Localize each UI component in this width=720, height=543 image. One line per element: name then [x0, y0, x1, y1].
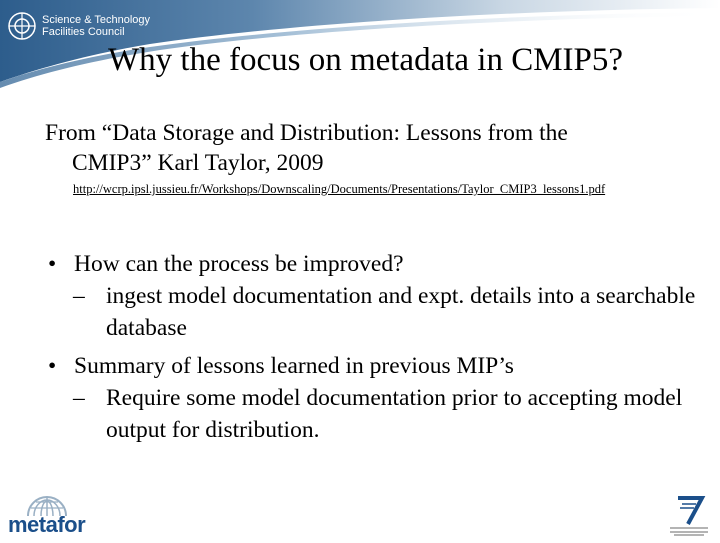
bullet-dot-icon: •	[48, 353, 57, 379]
fp7-logo	[664, 492, 714, 538]
sub-bullet-item	[45, 382, 706, 446]
sub-bullet-item	[45, 280, 706, 344]
source-line-2: CMIP3” Karl Taylor, 2009	[72, 150, 324, 176]
bullet-text: How can the process be improved?	[74, 251, 404, 277]
stfc-emblem-icon	[8, 12, 36, 40]
bullet-item	[45, 350, 705, 382]
org-line-1: Science & Technology	[42, 14, 151, 26]
bullet-dot-icon: •	[48, 251, 57, 277]
source-line-1: From “Data Storage and Distribution: Lessons from the	[45, 120, 568, 146]
dash-icon: –	[73, 283, 85, 309]
stfc-wordmark	[42, 14, 150, 38]
metafor-logo	[8, 492, 98, 538]
org-line-2: Facilities Council	[42, 26, 125, 38]
source-url-link[interactable]: http://wcrp.ipsl.jussieu.fr/Workshops/Downscaling/Documents/Presentations/Taylor_CMIP3_lessons1.pdf	[73, 182, 606, 196]
stfc-logo	[8, 12, 150, 40]
sub-bullet-text: ingest model documentation and expt. details into a searchable database	[106, 283, 696, 341]
source-citation	[45, 118, 705, 178]
bullet-list	[45, 248, 705, 446]
bullet-item	[45, 248, 705, 280]
fp7-icon	[664, 492, 714, 538]
bullet-text: Summary of lessons learned in previous MIP’s	[74, 353, 514, 379]
sub-bullet-text: Require some model documentation prior to accepting model output for distribution.	[106, 385, 683, 443]
metafor-wordmark: metafor	[8, 512, 86, 537]
dash-icon: –	[73, 385, 85, 411]
slide-title: Why the focus on metadata in CMIP5?	[108, 42, 624, 78]
